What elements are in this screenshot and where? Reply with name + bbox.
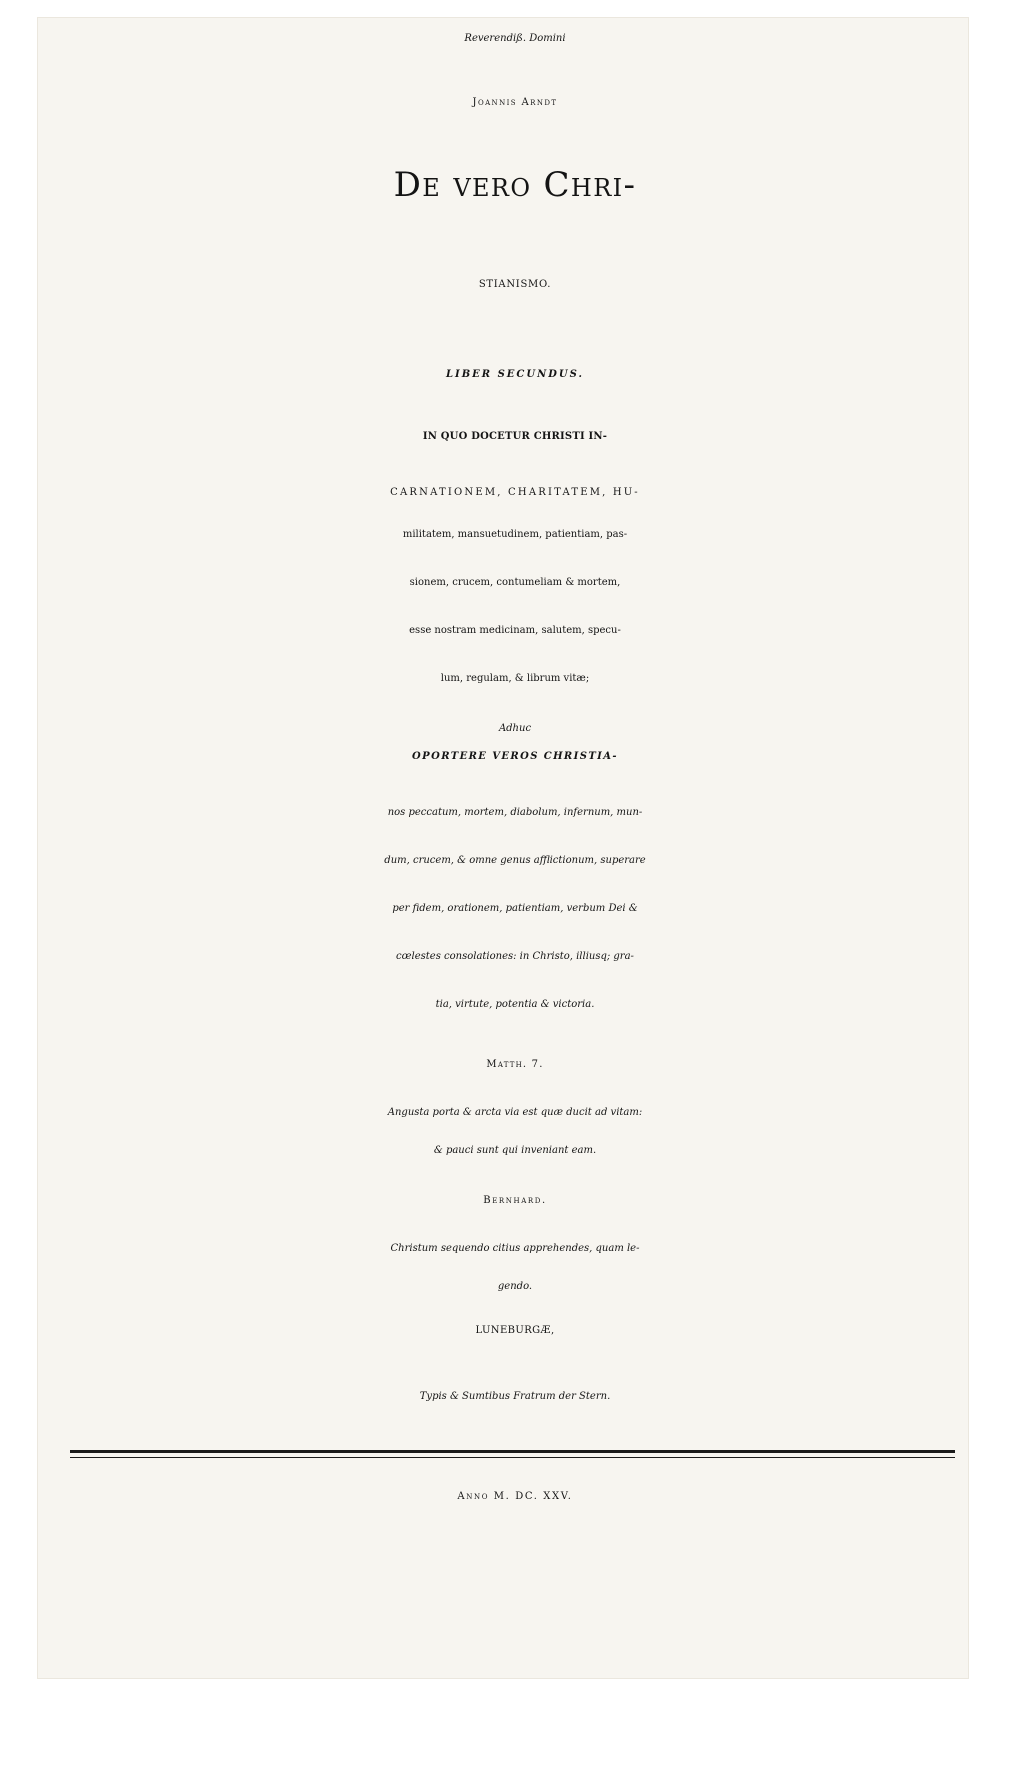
- quote-2-line: gendo.: [497, 1281, 533, 1292]
- main-title-line-2: STIANISMO.: [478, 279, 552, 290]
- second-part-line: OPORTERE VEROS CHRISTIA-: [412, 751, 618, 762]
- content-line: militatem, mansuetudinem, patientiam, pas-: [402, 529, 628, 540]
- content-line: CARNATIONEM, CHARITATEM, HU-: [390, 487, 640, 498]
- connector-word: Adhuc: [498, 723, 532, 734]
- second-part-line: dum, crucem, & omne genus afflictionum, superare: [384, 855, 646, 866]
- quote-1-line: & pauci sunt qui inveniant eam.: [433, 1145, 597, 1156]
- content-line: lum, regulam, & librum vitæ;: [440, 673, 590, 684]
- quote-2-source: Bernhard.: [483, 1195, 547, 1206]
- paper-sheet: [38, 18, 968, 1678]
- author-name: Joannis Arndt: [472, 97, 558, 108]
- imprint-year: Anno M. DC. XXV.: [457, 1491, 573, 1502]
- printer-line: Typis & Sumtibus Fratrum der Stern.: [419, 1391, 611, 1402]
- rule-top: [70, 1450, 955, 1453]
- quote-1-line: Angusta porta & arcta via est quæ ducit ad vitam:: [387, 1107, 643, 1118]
- second-part-line: nos peccatum, mortem, diabolum, infernum, mun-: [387, 807, 643, 818]
- second-part-line: cœlestes consolationes: in Christo, illiusq; gra-: [396, 951, 634, 962]
- second-part-line: per fidem, orationem, patientiam, verbum Dei &: [392, 903, 638, 914]
- rule-bottom: [70, 1457, 955, 1458]
- second-part-line: tia, virtute, potentia & victoria.: [435, 999, 595, 1010]
- author-line: Reverendiß. Domini: [464, 33, 566, 44]
- main-title-line-1: De vero Chri-: [393, 165, 637, 205]
- quote-2-line: Christum sequendo citius apprehendes, quam le-: [390, 1243, 640, 1254]
- quote-1-source: Matth. 7.: [486, 1059, 544, 1070]
- content-line: sionem, crucem, contumeliam & mortem,: [409, 577, 621, 588]
- content-line: esse nostram medicinam, salutem, specu-: [409, 625, 621, 636]
- content-line: IN QUO DOCETUR CHRISTI IN-: [422, 431, 608, 442]
- place-of-printing: LUNEBURGÆ,: [475, 1325, 555, 1336]
- book-label: LIBER SECUNDUS.: [446, 369, 584, 380]
